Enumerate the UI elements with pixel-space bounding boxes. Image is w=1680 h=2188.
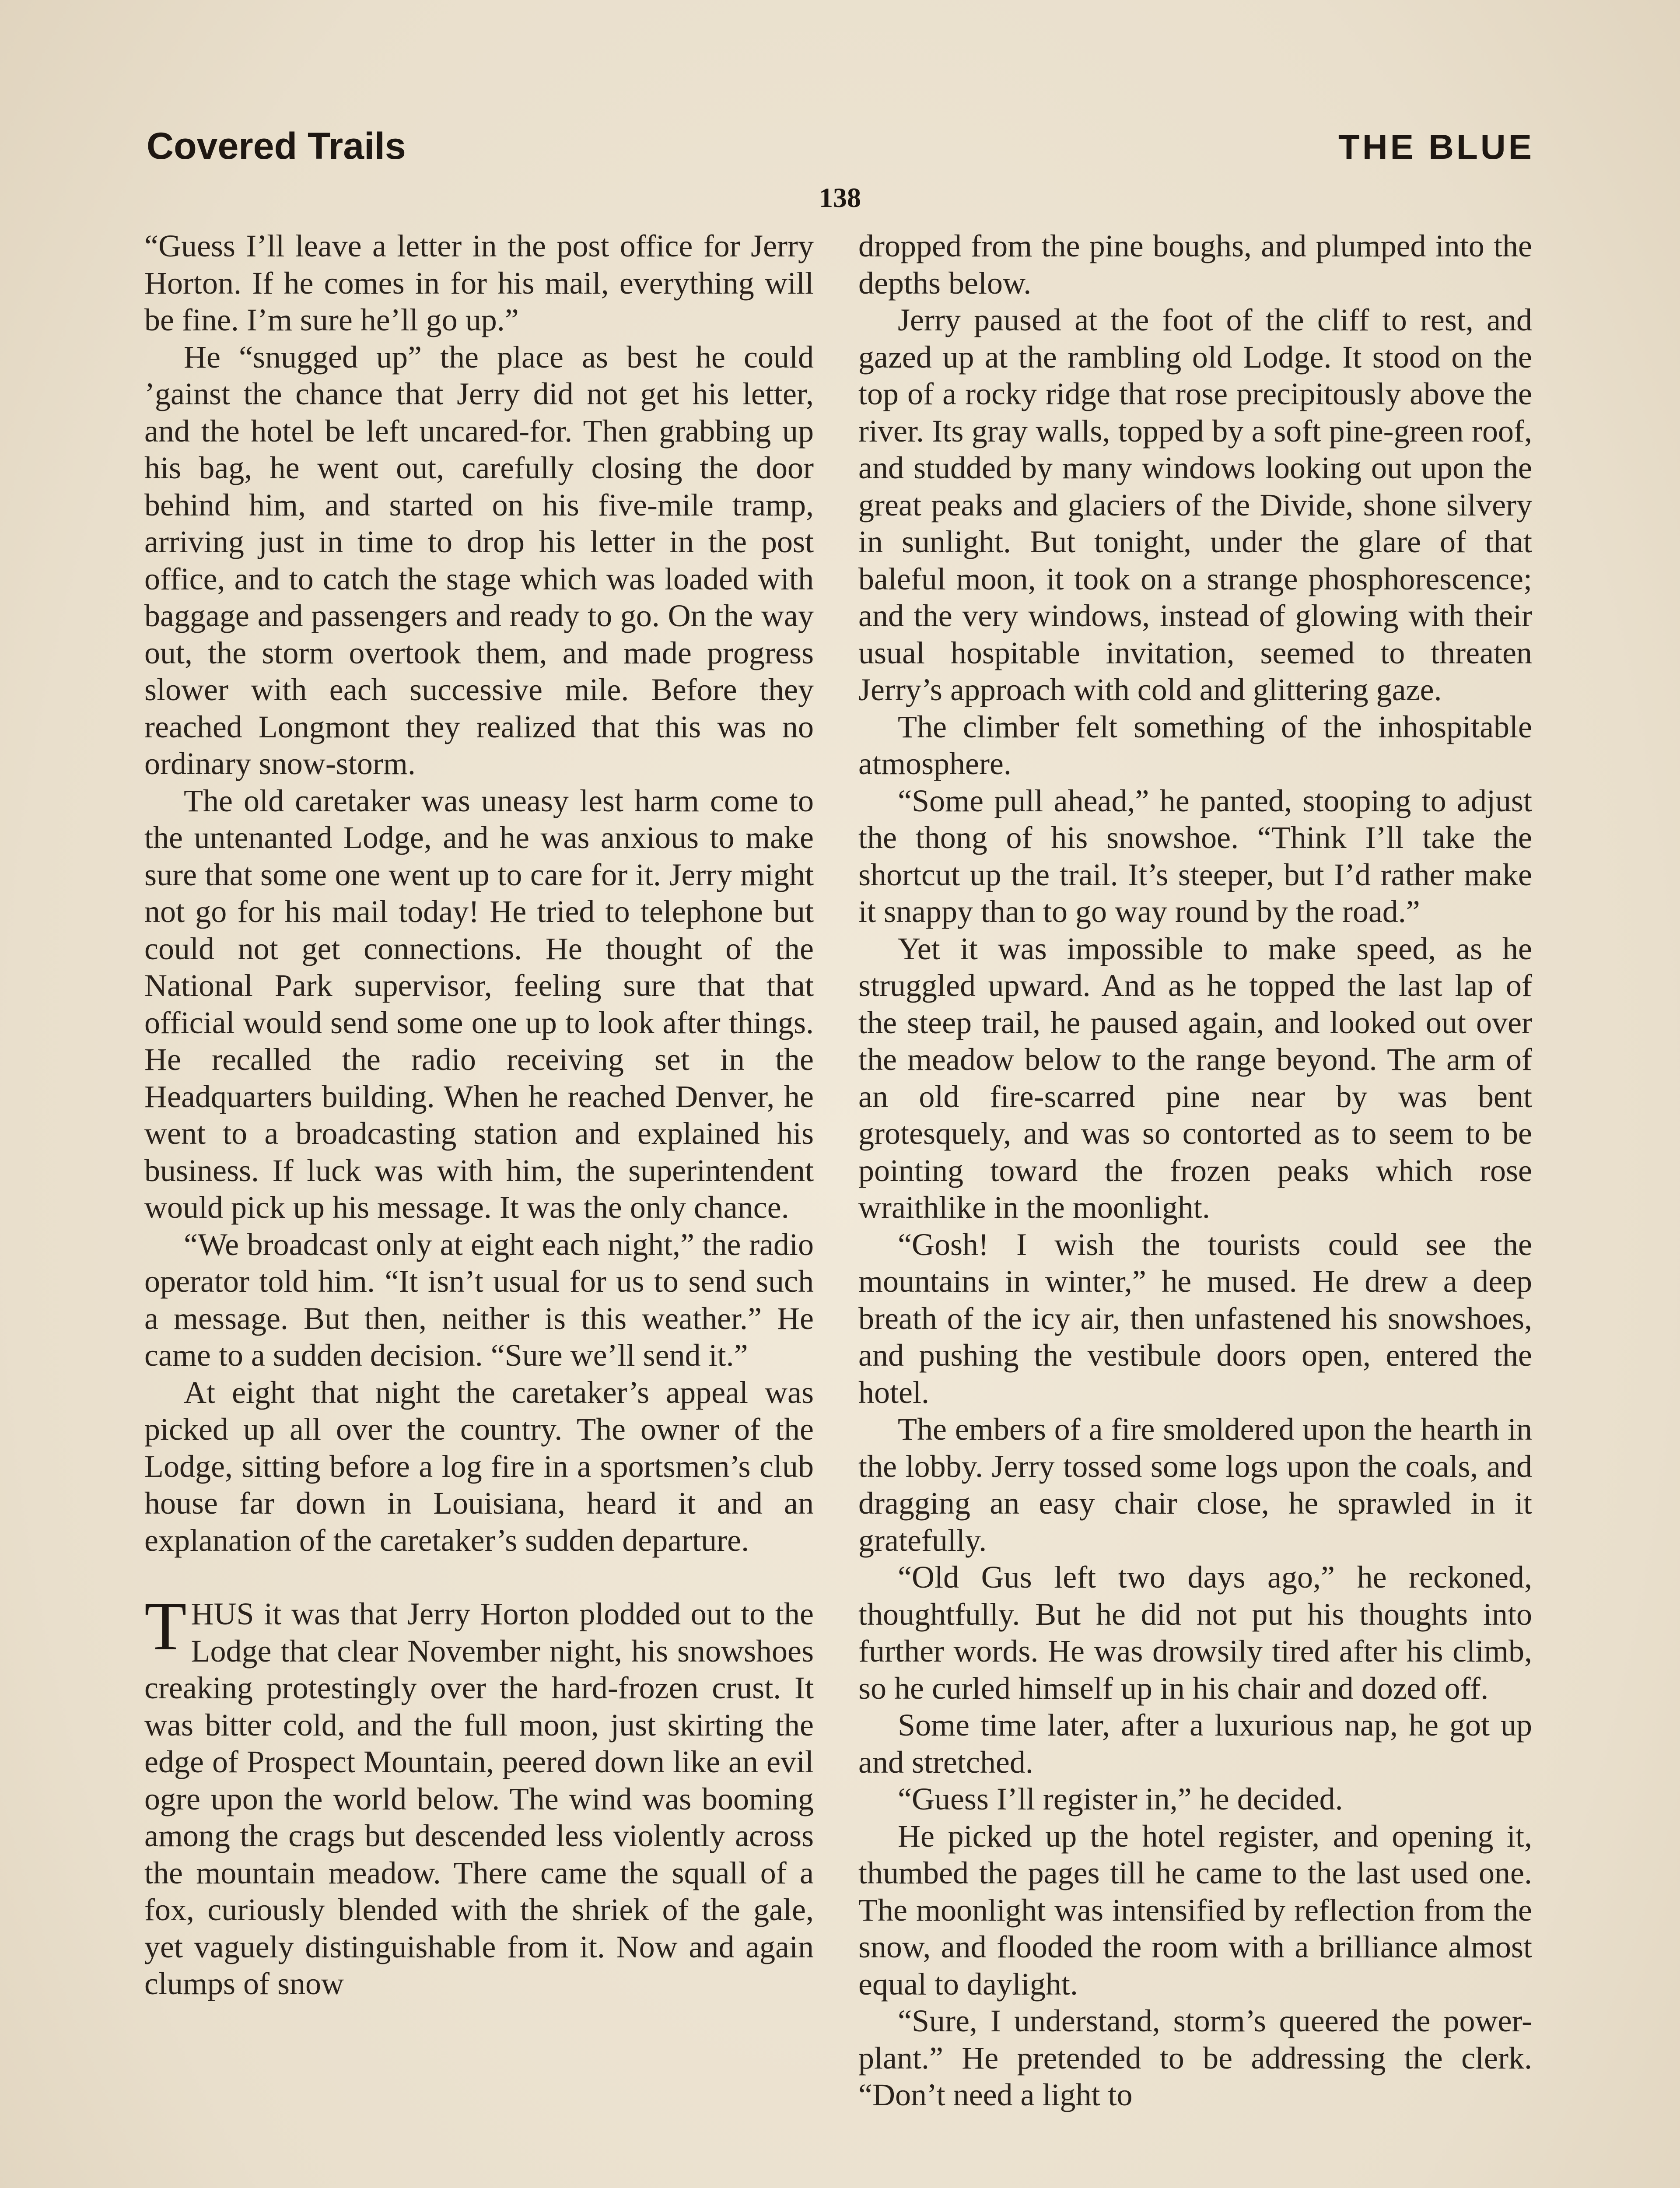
small-caps-lead: HUS [191,1596,254,1631]
paragraph: “Old Gus left two days ago,” he reckoned, thoughtfully. But he did not put his thoughts into further words. He was drowsily tired after his climb, so he curled himself up in his chair and dozed off. [858,1560,1532,1706]
page-number: 138 [819,182,861,213]
left-column [144,228,814,2002]
paragraph: Yet it was impossible to make speed, as he struggled upward. And as he topped the last lap of the steep trail, he paused again, and looked out over the meadow below to the range beyond. The arm of an old fire-scarred pine near by was bent grotesquely, and was so contorted as to seem to be pointing toward the frozen peaks which rose wraithlike in the moonlight. [858,931,1532,1225]
paragraph: “Some pull ahead,” he panted, stooping to adjust the thong of his snowshoe. “Think I’ll take the shortcut up the trail. It’s steeper, but I’d rather make it snappy than to go way round by the road.” [858,783,1532,929]
paragraph: The climber felt something of the inhospitable atmosphere. [858,709,1532,781]
paragraph: The embers of a fire smoldered upon the hearth in the lobby. Jerry tossed some logs upon the coals, and dragging an easy chair close, he sprawled in it gratefully. [858,1412,1532,1558]
running-title: Covered Trails [147,125,406,167]
paragraph: “We broadcast only at eight each night,” the radio operator told him. “It isn’t usual for us to send such a message. But then, neither is this weather.” He came to a sudden decision. “Sure we’ll send it.” [144,1227,814,1373]
paragraph: He picked up the hotel register, and opening it, thumbed the pages till he came to the last used one. The moonlight was intensified by reflection from the snow, and flooded the room with a brilliance almost equal to daylight. [858,1818,1532,2002]
paragraph: Some time later, after a luxurious nap, he got up and stretched. [858,1708,1532,1780]
paragraph: The old caretaker was uneasy lest harm come to the untenanted Lodge, and he was anxious to make sure that some one went up to care for it. Jerry might not go for his mail today! He tried to telephone but could not get connections. He thought of the National Park supervisor, feeling sure that that official would send some one up to look after things. He recalled the radio receiving set in the Headquarters building. When he reached Denver, he went to a broadcasting station and explained his business. If luck was with him, the superintendent would pick up his message. It was the only chance. [144,783,814,1225]
right-column [858,228,1532,2114]
paragraph: Jerry paused at the foot of the cliff to rest, and gazed up at the rambling old Lodge. It stood on the top of a rocky ridge that rose precipitously above the river. Its gray walls, topped by a soft pine-green roof, and studded by many windows looking out upon the great peaks and glaciers of the Divide, shone silvery in sunlight. But tonight, under the glare of that baleful moon, it took on a strange phosphorescence; and the very windows, instead of glowing with their usual hospitable invitation, seemed to threaten Jerry’s approach with cold and glittering gaze. [858,302,1532,707]
paragraph: He “snugged up” the place as best he could ’gainst the chance that Jerry did not get his letter, and the hotel be left uncared-for. Then grabbing up his bag, he went out, carefully closing the door behind him, and started on his five-mile tramp, arriving just in time to drop his letter in the post office, and to catch the stage which was loaded with baggage and passengers and ready to go. On the way out, the storm overtook them, and made progress slower with each successive mile. Before they reached Longmont they realized that this was no ordinary snow-storm. [144,339,814,781]
paragraph: At eight that night the caretaker’s appeal was picked up all over the country. The owner of the Lodge, sitting before a log fire in a sportsmen’s club house far down in Louisiana, heard it and an explanation of the caretaker’s sudden departure. [144,1375,814,1558]
paragraph: “Guess I’ll register in,” he decided. [898,1781,1343,1816]
paragraph: dropped from the pine boughs, and plumped into the depths below. [858,228,1532,301]
magazine-title: THE BLUE [1338,127,1534,166]
paragraph: “Guess I’ll leave a letter in the post office for Jerry Horton. If he comes in for his mail, everything will be fine. I’m sure he’ll go up.” [144,228,814,337]
section-paragraph [144,1588,814,2002]
paragraph: “Sure, I understand, storm’s queered the power-plant.” He pretended to be addressing the clerk. “Don’t need a light to [858,2003,1532,2112]
paragraph: “Gosh! I wish the tourists could see the mountains in winter,” he mused. He drew a deep breath of the icy air, then unfastened his snowshoes, and pushing the vestibule doors open, entered the hotel. [858,1227,1532,1410]
drop-cap: T [144,1588,187,1665]
paragraph-text: it was that Jerry Horton plodded out to the Lodge that clear November night, his snowshoes creaking protestingly over the hard-frozen crust. It was bitter cold, and the full moon, just skirting the edge of Prospect Mountain, peered down like an evil ogre upon the world below. The wind was booming among the crags but descended less violently across the mountain meadow. There came the squall of a fox, curiously blended with the shriek of the gale, yet vaguely distinguishable from it. Now and again clumps of snow [144,1596,814,2001]
